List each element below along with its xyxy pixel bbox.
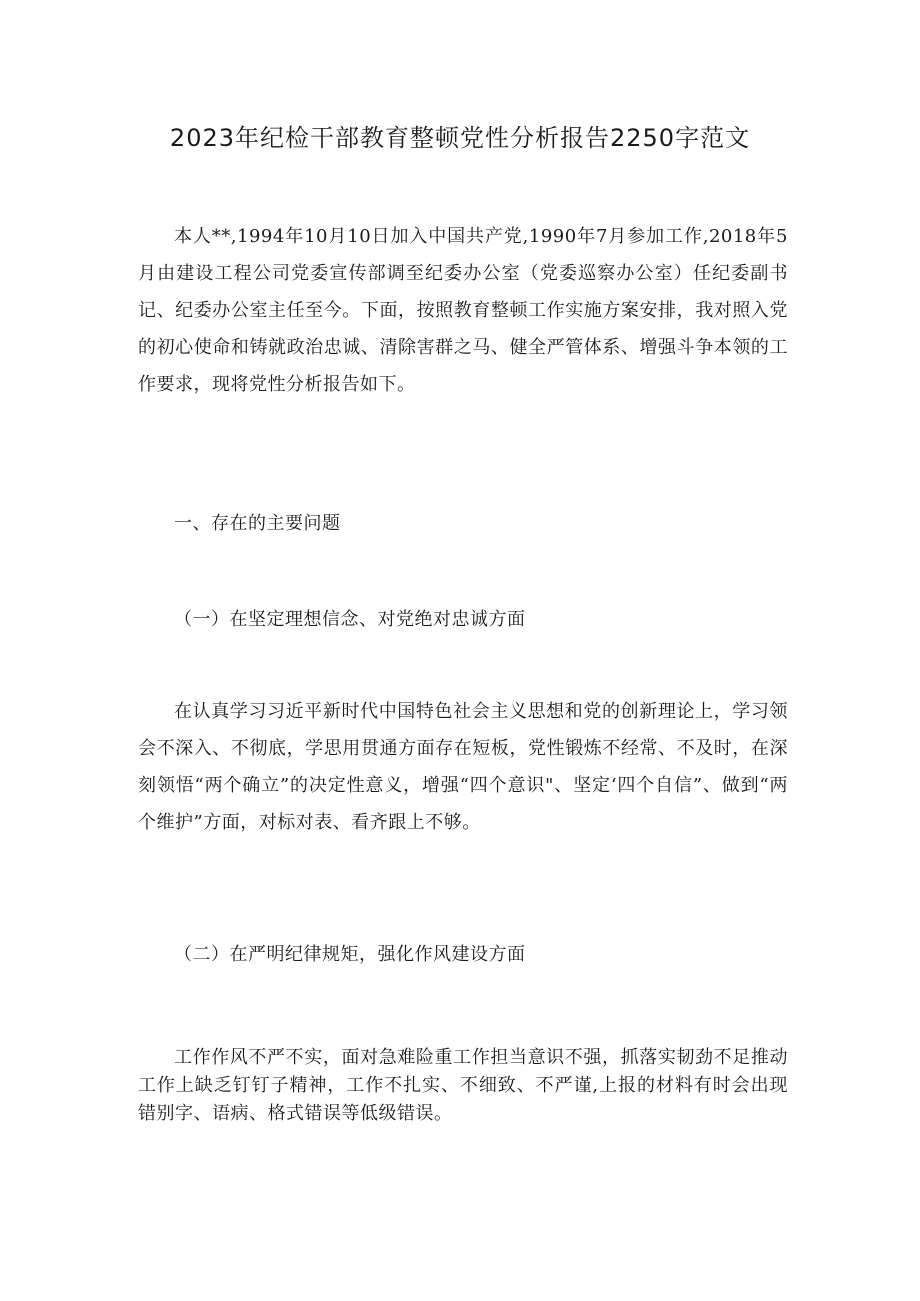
subsection-heading-1: （一）在坚定理想信念、对党绝对忠诚方面 [174,609,526,630]
document-title: 2023年纪检干部教育整顿党性分析报告2250字范文 [169,124,751,152]
subsection-2-paragraph: 工作作风不严不实，面对急难险重工作担当意识不强，抓落实韧劲不足推动工作上缺乏钉钉子精神，工作不扎实、不细致、不严谨,上报的材料有时会出现错别字、语病、格式错误等低级错误。 [138,1047,788,1124]
intro-paragraph: 本人**,1994年10月10日加入中国共产党,1990年7月参加工作,2018年5月由建设工程公司党委宣传部调至纪委办公室（党委巡察办公室）任纪委副书记、纪委办公室主任至今。下面，按照教育整顿工作实施方案安排，我对照入党的初心使命和铸就政治忠诚、清除害群之马、健全严管体系、增强斗争本领的工作要求，现将党性分析报告如下。 [138,226,788,395]
subsection-heading-2: （二）在严明纪律规矩，强化作风建设方面 [174,944,526,965]
subsection-1-paragraph: 在认真学习习近平新时代中国特色社会主义思想和党的创新理论上，学习领会不深入、不彻底，学思用贯通方面存在短板，党性锻炼不经常、不及时，在深刻领悟“两个确立”的决定性意义，增强“四个意识"、坚定‘四个自信”、做到“两个维护”方面，对标对表、看齐跟上不够。 [138,701,788,833]
section-heading-main-problems: 一、存在的主要问题 [174,513,341,534]
